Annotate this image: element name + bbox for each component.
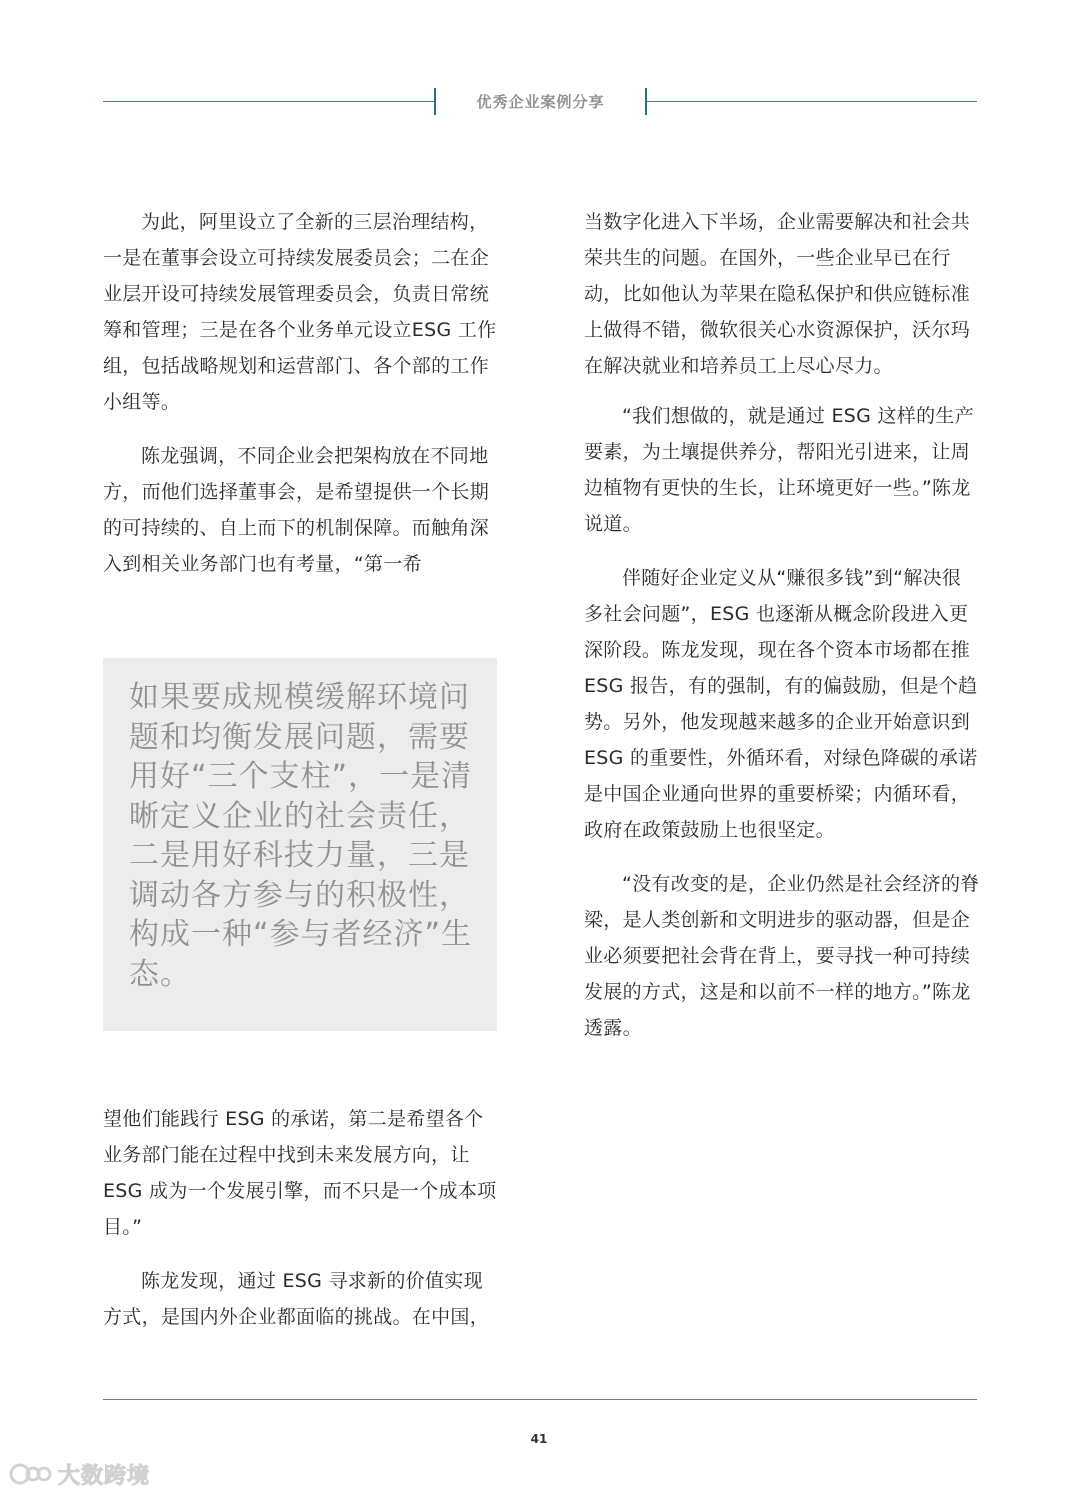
left-paragraph-4: 陈龙发现，通过 ESG 寻求新的价值实现方式，是国内外企业都面临的挑战。在中国， [103, 1270, 490, 1328]
left-paragraph-3: 望他们能践行 ESG 的承诺，第二是希望各个业务部门能在过程中找到未来发展方向，让ESG 成为一个发展引擎，而不只是一个成本项目。” [103, 1108, 497, 1238]
footer-rule [103, 1399, 977, 1400]
pull-quote-text: 如果要成规模缓解环境问题和均衡发展问题，需要用好“三个支柱”，一是清晰定义企业的社会责任，二是用好科技力量，三是调动各方参与的积极性，构成一种“参与者经济”生态。 [129, 680, 473, 992]
page-number: 41 [530, 1432, 548, 1446]
section-header-title: 优秀企业案例分享 [476, 93, 605, 111]
header-rule-right [647, 101, 977, 102]
watermark-logo-icon [8, 1459, 54, 1489]
watermark [8, 1456, 150, 1492]
pull-quote-box [103, 658, 497, 1031]
header-rule-left [103, 101, 435, 102]
left-paragraph-1: 为此，阿里设立了全新的三层治理结构，一是在董事会设立可持续发展委员会；二在企业层开设可持续发展管理委员会，负责日常统筹和管理；三是在各个业务单元设立ESG 工作组，包括战略规划和运营部门、各个部的工作小组等。 [103, 211, 497, 413]
right-paragraph-2: “我们想做的，就是通过 ESG 这样的生产要素，为土壤提供养分，帮阳光引进来，让周边植物有更快的生长，让环境更好一些。”陈龙说道。 [584, 405, 975, 535]
watermark-text: 大数跨境 [58, 1463, 151, 1489]
right-paragraph-1: 当数字化进入下半场，企业需要解决和社会共荣共生的问题。在国外，一些企业早已在行动，比如他认为苹果在隐私保护和供应链标准上做得不错，微软很关心水资源保护，沃尔玛在解决就业和培养员工上尽心尽力。 [584, 211, 971, 377]
right-paragraph-4: “没有改变的是，企业仍然是社会经济的脊梁，是人类创新和文明进步的驱动器，但是企业必须要把社会背在背上，要寻找一种可持续发展的方式，这是和以前不一样的地方。”陈龙透露。 [584, 873, 980, 1039]
left-paragraph-2: 陈龙强调，不同企业会把架构放在不同地方，而他们选择董事会，是希望提供一个长期的可持续的、自上而下的机制保障。而触角深入到相关业务部门也有考量，“第一希 [103, 445, 490, 575]
right-paragraph-3: 伴随好企业定义从“赚很多钱”到“解决很多社会问题”，ESG 也逐渐从概念阶段进入更深阶段。陈龙发现，现在各个资本市场都在推 ESG 报告，有的强制，有的偏鼓励，但是个趋势。另外，他发现越来越多的企业开始意识到 ESG 的重要性，外循环看，对绿色降碳的承诺是中国企业通向世界的重要桥梁；内循环看，政府在政策鼓励上也很坚定。 [584, 567, 978, 841]
